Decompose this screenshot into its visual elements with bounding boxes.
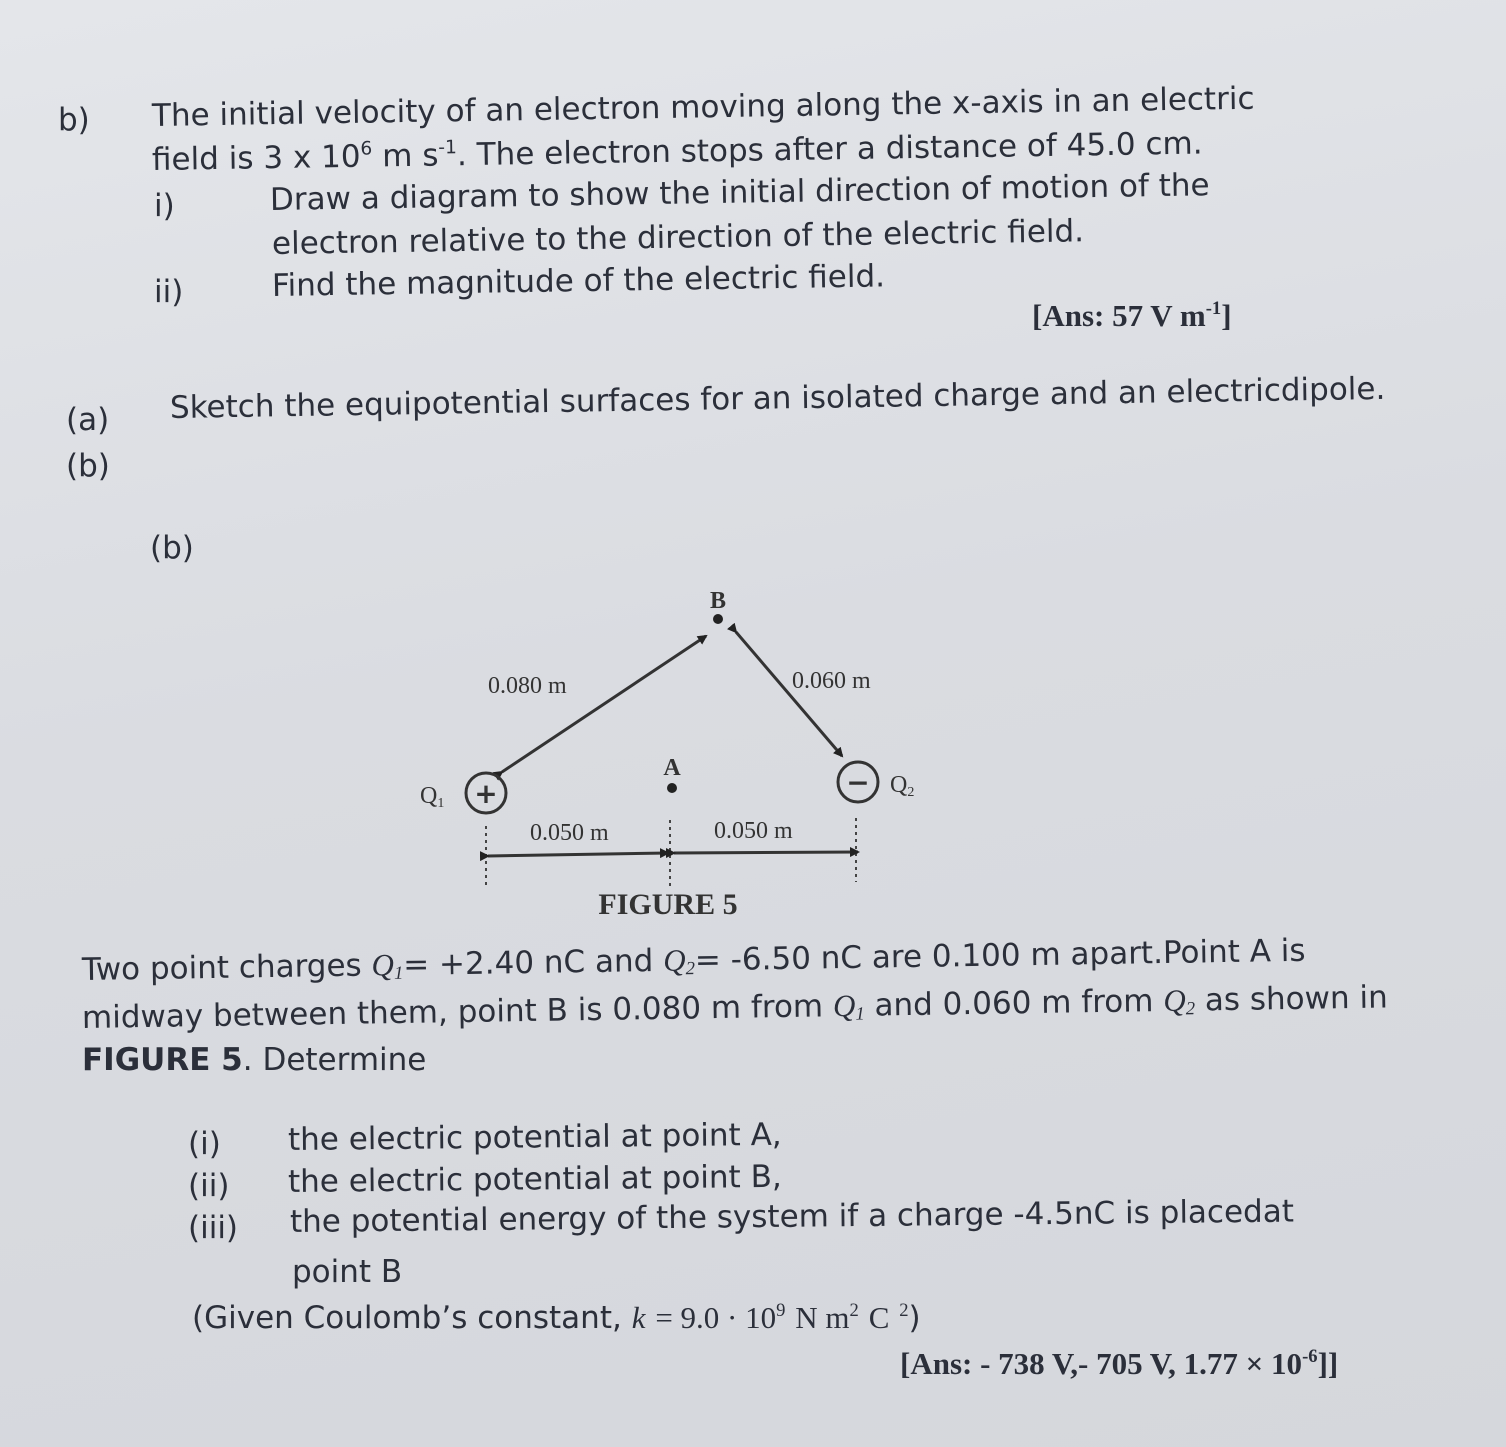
problem-i-label: (i) (188, 1126, 221, 1162)
part-a-text: Sketch the equipotential surfaces for an isolated charge and an electricdipole. (169, 370, 1386, 426)
line-q1-b (502, 636, 706, 772)
line-b-q2 (736, 632, 842, 756)
given-constant: (Given Coulomb’s constant, $k = 9.0 \cdot 10^9$ N $m^2$ C $^2$) (192, 1299, 921, 1336)
point-a-label: A (663, 755, 681, 781)
charge-q1-sign: + (474, 777, 498, 810)
point-a-dot (667, 783, 677, 793)
problem-iii-label: (iii) (188, 1210, 239, 1246)
part-b-label-2: (b) (150, 530, 194, 566)
point-b-label: B (709, 588, 727, 614)
problem-iii-line2: point B (292, 1254, 403, 1290)
dim-line-a-q2 (674, 852, 858, 853)
subpart-i-label: i) (154, 188, 175, 224)
charge-q1-label: Q1 (420, 783, 445, 811)
subpart-ii-text: Find the magnitude of the electric field. (271, 258, 886, 304)
answer-problem: [Ans: - 738 V,- 705 V, $1.77 \times 10^{-6}$]] (900, 1345, 1339, 1381)
problem-ii-text: the electric potential at point B, (287, 1158, 782, 1200)
dim-line-q1-a (488, 853, 668, 856)
label-dist-q1-b: 0.080 m (488, 673, 567, 699)
problem-line1: Two point charges $Q_1= +2.40$ nC and $Q_2= -6.50$ nC are 0.100 m apart.Point A is (81, 932, 1306, 988)
label-dist-q2-b: 0.060 m (792, 668, 871, 694)
problem-line3: FIGURE 5. Determine (82, 1042, 427, 1078)
part-b-label: (b) (66, 448, 110, 484)
problem-line2: midway between them, point B is 0.080 m from $Q_1$ and 0.060 m from $Q_2$ as shown in (81, 979, 1388, 1036)
subpart-i-line1: Draw a diagram to show the initial direction of motion of the (269, 167, 1210, 218)
subpart-i-line2: electron relative to the direction of the electric field. (271, 213, 1085, 262)
point-b-dot (713, 614, 723, 624)
label-dist-q1-a: 0.050 m (530, 820, 609, 846)
figure-caption: FIGURE 5 (598, 888, 738, 921)
answer-q1: [Ans: 57 V $m^{-1}$] (1032, 297, 1232, 333)
question-b-line1: The initial velocity of an electron moving along the x-axis in an electric (151, 80, 1255, 134)
problem-iii-line1: the potential energy of the system if a charge -4.5nC is placedat (289, 1193, 1295, 1240)
part-a-label: (a) (66, 402, 110, 438)
question-b-label: b) (58, 102, 90, 138)
question-b-line2: field is 3 x $10^6$ m $s^{-1}$. The electron stops after a distance of 45.0 cm. (151, 125, 1203, 178)
problem-ii-label: (ii) (188, 1168, 230, 1204)
charge-q2-sign: − (846, 766, 870, 799)
subpart-ii-label: ii) (154, 274, 184, 310)
charge-q2-label: Q2 (890, 772, 915, 800)
problem-i-text: the electric potential at point A, (287, 1116, 782, 1158)
label-dist-a-q2: 0.050 m (714, 818, 793, 844)
